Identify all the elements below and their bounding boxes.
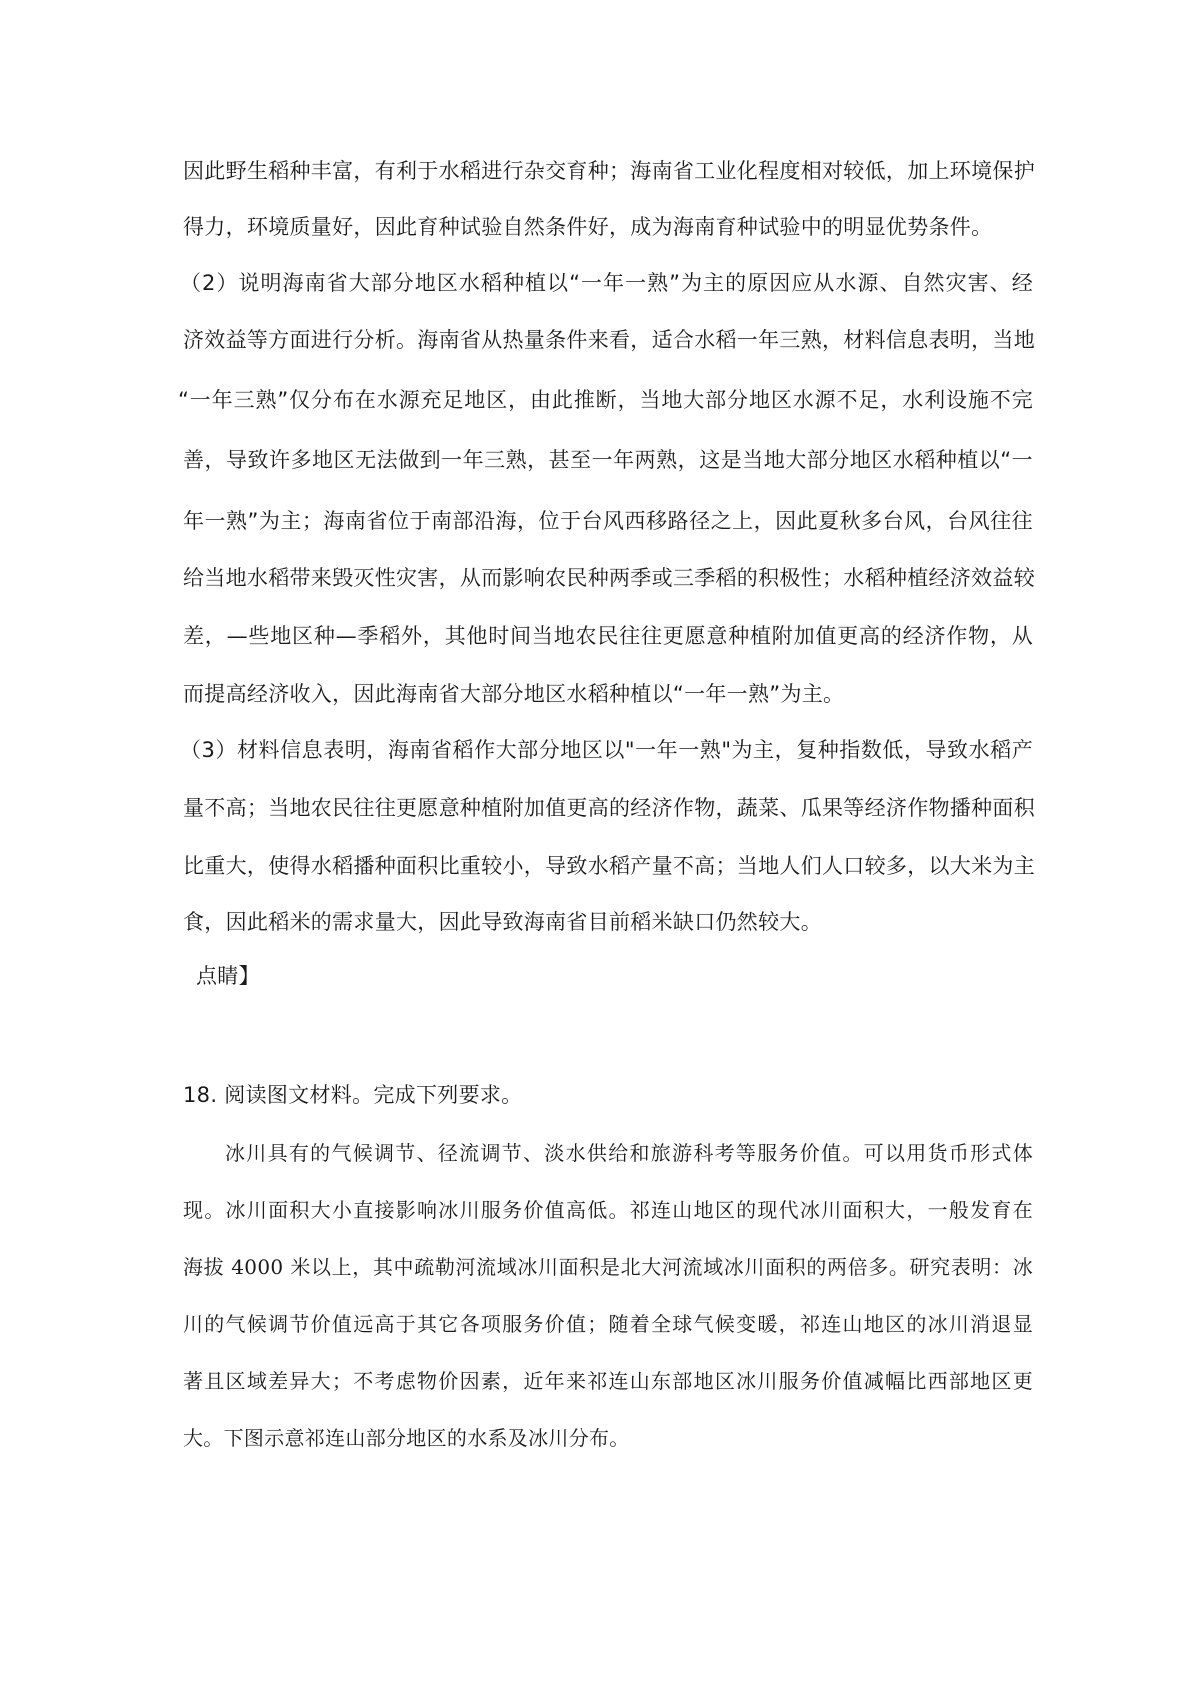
answer-part2-line-6: 给当地水稻带来毁灭性灾害，从而影响农民种两季或三季稻的积极性；水稻种植经济效益较 [183, 566, 1035, 590]
answer-part2-line-3: “一年三熟”仅分布在水源充足地区，由此推断，当地大部分地区水源不足，水利设施不完 [178, 388, 1033, 412]
answer-part1-line-2: 得力，环境质量好，因此育种试验自然条件好，成为海南育种试验中的明显优势条件。 [183, 215, 993, 239]
question-18-title: 18. 阅读图文材料。完成下列要求。 [183, 1083, 523, 1107]
question-18-material-line-4: 川的气候调节价值远高于其它各项服务价值；随着全球气候变暖，祁连山地区的冰川消退显 [183, 1312, 1033, 1336]
question-18-material-line-2: 现。冰川面积大小直接影响冰川服务价值高低。祁连山地区的现代冰川面积大，一般发育在 [183, 1198, 1033, 1222]
answer-part2-line-1: （2）说明海南省大部分地区水稻种植以“一年一熟”为主的原因应从水源、自然灾害、经 [180, 271, 1033, 295]
question-18-material-line-1: 冰川具有的气候调节、径流调节、淡水供给和旅游科考等服务价值。可以用货币形式体 [225, 1141, 1033, 1165]
answer-part3-line-3: 比重大，使得水稻播种面积比重较小，导致水稻产量不高；当地人们人口较多，以大米为主 [183, 854, 1035, 878]
answer-part1-line-1: 因此野生稻种丰富，有利于水稻进行杂交育种；海南省工业化程度相对较低，加上环境保护 [183, 159, 1035, 183]
question-18-material-line-6: 大。下图示意祁连山部分地区的水系及冰川分布。 [183, 1426, 630, 1450]
dianjing-label: 点睛】 [196, 964, 260, 988]
answer-part2-line-8: 而提高经济收入，因此海南省大部分地区水稻种植以“一年一熟”为主。 [183, 682, 845, 706]
answer-part2-line-4: 善，导致许多地区无法做到一年三熟，甚至一年两熟，这是当地大部分地区水稻种植以“一 [183, 448, 1033, 472]
answer-part2-line-5: 年一熟”为主；海南省位于南部沿海，位于台风西移路径之上，因此夏秋多台风，台风往往 [183, 509, 1033, 533]
answer-part3-line-2: 量不高；当地农民往往更愿意种植附加值更高的经济作物，蔬菜、瓜果等经济作物播种面积 [183, 796, 1035, 820]
question-18-material-line-5: 著且区域差异大；不考虑物价因素，近年来祁连山东部地区冰川服务价值减幅比西部地区更 [183, 1369, 1033, 1393]
answer-part2-line-7: 差，—些地区种—季稻外，其他时间当地农民往往更愿意种植附加值更高的经济作物，从 [183, 624, 1033, 648]
answer-part2-line-2: 济效益等方面进行分析。海南省从热量条件来看，适合水稻一年三熟，材料信息表明，当地 [183, 328, 1035, 352]
question-18-material-line-3: 海拔 4000 米以上，其中疏勒河流域冰川面积是北大河流域冰川面积的两倍多。研究表明：冰 [183, 1255, 1033, 1279]
answer-part3-line-4: 食，因此稻米的需求量大，因此导致海南省目前稻米缺口仍然较大。 [183, 910, 822, 934]
answer-part3-line-1: （3）材料信息表明，海南省稻作大部分地区以"一年一熟"为主，复种指数低，导致水稻产 [180, 738, 1033, 762]
